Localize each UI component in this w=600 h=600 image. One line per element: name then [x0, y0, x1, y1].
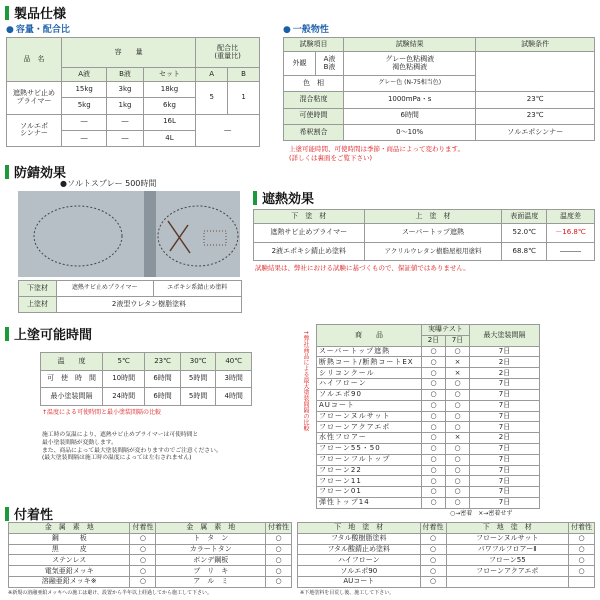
table-row: [298, 533, 595, 544]
table-cell: ○: [266, 566, 292, 577]
table-cell: 7日: [470, 443, 540, 454]
table-cell: ○: [420, 544, 446, 555]
substrate-note: ※下地塗料を目荒し後、施工して下さい。: [300, 590, 395, 596]
table-cell: スーパートップ遮熱: [317, 346, 422, 357]
recoat-table: 温 度 5℃ 23℃ 30℃ 40℃ 可 使 時 間 10時間 6時間 5時間 3時間 最小塗装間隔 24時間 6時間 5時間 4時間: [40, 352, 252, 406]
cap-h-name: 品 名: [7, 38, 62, 82]
table-cell: ○: [130, 566, 156, 577]
table-row: [9, 577, 292, 588]
table-cell: ×: [446, 357, 470, 368]
table-cell: 7日: [470, 465, 540, 476]
heat-table: 下 塗 材 上 塗 材 表面温度 温度差 遮熱サビ止めプライマー スーパートップ遮熱 52.0℃ －16.8℃ 2液エポキシ錆止め塗料 アクリルウレタン樹脂屋根用塗料 68.8℃ ―――: [253, 209, 595, 261]
recoat-red-note: ↑温度による可使時間と最小塗装間隔の比較: [42, 409, 162, 416]
table-row: [9, 544, 292, 555]
table-cell: ハイフローン: [298, 555, 421, 566]
table-cell: フローン11: [317, 476, 422, 487]
table-cell: ○: [569, 566, 595, 577]
table-cell: ア ル ミ: [156, 577, 266, 588]
table-cell: 水性フロアー: [317, 433, 422, 444]
table-cell: 7日: [470, 411, 540, 422]
table-cell: ○: [422, 487, 446, 498]
table-cell: ○: [446, 346, 470, 357]
table-cell: ○: [130, 555, 156, 566]
table-cell: ○: [422, 498, 446, 509]
table-cell: ○: [420, 533, 446, 544]
table-cell: ○: [446, 487, 470, 498]
table-cell: ○: [569, 533, 595, 544]
table-cell: ×: [446, 433, 470, 444]
table-cell: ○: [422, 433, 446, 444]
table-row: [317, 465, 540, 476]
table-cell: 7日: [470, 422, 540, 433]
table-cell: ○: [569, 544, 595, 555]
table-cell: ○: [266, 533, 292, 544]
table-cell: ○: [446, 454, 470, 465]
table-cell: ○: [422, 368, 446, 379]
table-cell: [446, 577, 568, 588]
table-cell: 弾性トップ14: [317, 498, 422, 509]
props-table: 試験項目 試験結果 試験条件 外観 A液 B液 グレー色粘稠液 褐色粘稠液 色 相 グレー色 (N-75相当色) 混合粘度 1000mPa・s 23℃ 可使時間 6時間 23℃ 希釈割合 0～10% ソルエポシンナー: [283, 37, 595, 141]
table-cell: ○: [266, 555, 292, 566]
table-cell: フローンフルトップ: [317, 454, 422, 465]
table-cell: ブ リ キ: [156, 566, 266, 577]
spec-title: 製品仕様: [5, 3, 66, 22]
capacity-table: 品 名 容 量 配合比 (重量比) A液 B液 セット A B 遮熱サビ止め プライマー 15kg 3kg 18kg 5 1 5kg 1kg 6kg ソルエポ シンナー ― ― 16L ― ― ― 4L: [6, 37, 260, 147]
rust-title: 防錆効果: [5, 162, 66, 181]
table-cell: ○: [420, 577, 446, 588]
table-cell: ○: [446, 379, 470, 390]
table-cell: フローンアクアエポ: [317, 422, 422, 433]
table-cell: ソルエポ90: [298, 566, 421, 577]
table-cell: フローンヌルサット: [317, 411, 422, 422]
table-row: [298, 555, 595, 566]
props-note: 上塗可能時間、可使時間は季節・商品によって変わります。 (詳しくは裏面をご覧下さい): [289, 145, 464, 162]
compat-table: 商 品 実曝テスト 最大塗装間隔 2日 7日 スーパートップ遮熱 ○ ○ 7日 断熱コート/断熱コートEX ○ × 2日 シリコンクール ○ × 2日 ハイフローン ○ ○ 7日 ソルエポ90 ○ ○ 7日 AUコート ○ ○ 7日 フローンヌルサット ○ ○ 7日 フローンアクアエポ ○ ○ 7日 水性フロアー ○ × 2日 フローン55・50 ○ ○ 7日 フローンフルトップ ○ ○ 7日 フローン22 ○ ○ 7日 フローン11 ○ ○ 7日 フローン01 ○ ○ 7日 弾性トップ14 ○ ○ 7日: [316, 324, 540, 509]
table-cell: ○: [422, 411, 446, 422]
table-cell: ○: [422, 454, 446, 465]
table-cell: 電気亜鉛メッキ: [9, 566, 130, 577]
table-cell: ボンデ鋼板: [156, 555, 266, 566]
table-cell: 7日: [470, 346, 540, 357]
table-cell: ○: [130, 533, 156, 544]
table-cell: ステンレス: [9, 555, 130, 566]
table-row: [317, 379, 540, 390]
table-row: [317, 443, 540, 454]
table-cell: フローン55・50: [317, 443, 422, 454]
table-row: [317, 400, 540, 411]
table-row: [317, 422, 540, 433]
table-cell: ×: [446, 368, 470, 379]
table-cell: ○: [266, 577, 292, 588]
table-cell: フタル酸樹脂塗料: [298, 533, 421, 544]
table-row: [317, 498, 540, 509]
table-cell: ○: [422, 389, 446, 400]
table-cell: フタル酸錆止め塗料: [298, 544, 421, 555]
table-cell: ○: [422, 346, 446, 357]
table-cell: 2日: [470, 368, 540, 379]
table-cell: 溶融亜鉛メッキ※: [9, 577, 130, 588]
adhesion-title: 付着性: [5, 504, 53, 523]
metal-table: 金 属 素 地 付着性 金 属 素 地 付着性 鋼 板 ○ ト タ ン ○ 黒 皮 ○ カラートタン ○ ステンレス ○ ボンデ鋼板 ○ 電気亜鉛メッキ ○ ブ リ キ ○ 溶融亜鉛メッキ※ ○ ア ル ミ ○: [8, 522, 292, 588]
table-cell: ○: [422, 443, 446, 454]
table-row: [317, 476, 540, 487]
table-row: [9, 533, 292, 544]
table-cell: 7日: [470, 498, 540, 509]
table-row: [298, 577, 595, 588]
table-row: [298, 566, 595, 577]
table-cell: ○: [422, 400, 446, 411]
table-cell: ○: [422, 357, 446, 368]
table-row: [317, 454, 540, 465]
table-cell: ○: [446, 443, 470, 454]
props-subtitle: ● 一般物性: [283, 22, 329, 35]
table-cell: 2日: [470, 433, 540, 444]
table-cell: ○: [569, 555, 595, 566]
table-cell: 7日: [470, 476, 540, 487]
capacity-subtitle: ● 容量・配合比: [6, 22, 70, 35]
compat-legend: ○→密着 ×→密着せず: [450, 510, 513, 517]
table-row: [317, 433, 540, 444]
table-cell: 7日: [470, 487, 540, 498]
table-cell: ○: [130, 577, 156, 588]
table-cell: ソルエポ90: [317, 389, 422, 400]
table-cell: 7日: [470, 400, 540, 411]
compat-vertical-note: ↑弊社商品による最大塗装間隔の比較: [302, 330, 309, 432]
table-cell: ○: [422, 476, 446, 487]
rust-legend-table: 下塗材 遮熱サビ止めプライマー エポキシ系錆止め塗料 上塗材 2液型ウレタン樹脂塗料: [18, 280, 242, 313]
table-cell: ○: [446, 498, 470, 509]
table-cell: ○: [130, 544, 156, 555]
table-cell: ○: [446, 422, 470, 433]
table-cell: ○: [446, 400, 470, 411]
table-cell: ト タ ン: [156, 533, 266, 544]
table-cell: パワフルフロアーⅡ: [446, 544, 568, 555]
table-cell: 断熱コート/断熱コートEX: [317, 357, 422, 368]
heat-note: 試験結果は、弊社における試験に基づくもので、保証値ではありません。: [255, 264, 470, 272]
table-cell: フローンヌルサット: [446, 533, 568, 544]
table-cell: 2日: [470, 357, 540, 368]
table-cell: [569, 577, 595, 588]
table-cell: シリコンクール: [317, 368, 422, 379]
recoat-title: 上塗可能時間: [5, 324, 92, 343]
metal-note: ※新規の溶融亜鉛メッキへの施工は避け、設置から半年以上経過してから施工して下さい。: [8, 590, 212, 596]
table-row: [9, 566, 292, 577]
table-cell: ○: [422, 422, 446, 433]
table-row: [298, 544, 595, 555]
table-cell: 黒 皮: [9, 544, 130, 555]
table-cell: 鋼 板: [9, 533, 130, 544]
table-row: [317, 357, 540, 368]
table-cell: 7日: [470, 379, 540, 390]
rust-caption: ●ソルトスプレー 500時間: [60, 179, 157, 188]
table-cell: ○: [446, 389, 470, 400]
table-cell: ハイフローン: [317, 379, 422, 390]
table-cell: AUコート: [298, 577, 421, 588]
table-cell: 7日: [470, 389, 540, 400]
table-row: [317, 487, 540, 498]
table-cell: ○: [446, 465, 470, 476]
table-cell: 7日: [470, 454, 540, 465]
recoat-note: 施工時の気温により、遮熱サビ止めプライマーは可使時間と 最小塗装間隔が変動します。 また、商品によって最大塗装間隔が変わりますのでご注意ください。 (最大塗装間隔は施工時の温度によっては左右されません): [42, 432, 222, 462]
heat-title: 遮熱効果: [253, 188, 314, 207]
table-row: [317, 389, 540, 400]
table-row: [317, 368, 540, 379]
table-row: [9, 555, 292, 566]
table-cell: フローンアクアエポ: [446, 566, 568, 577]
salt-spray-photo: [18, 191, 240, 277]
table-cell: ○: [422, 465, 446, 476]
table-cell: ○: [446, 476, 470, 487]
table-cell: ○: [422, 379, 446, 390]
table-cell: カラートタン: [156, 544, 266, 555]
table-cell: ○: [446, 411, 470, 422]
table-row: [317, 411, 540, 422]
table-row: [317, 346, 540, 357]
table-cell: フローン22: [317, 465, 422, 476]
table-cell: ○: [420, 555, 446, 566]
table-cell: ○: [420, 566, 446, 577]
substrate-table: 下 地 塗 材 付着性 下 地 塗 材 付着性 フタル酸樹脂塗料 ○ フローンヌルサット ○ フタル酸錆止め塗料 ○ パワフルフロアーⅡ ○ ハイフローン ○ フローン55 ○ ソルエポ90 ○ フローンアクアエポ ○ AUコート ○: [297, 522, 595, 588]
table-cell: AUコート: [317, 400, 422, 411]
table-cell: ○: [266, 544, 292, 555]
table-cell: フローン01: [317, 487, 422, 498]
table-cell: フローン55: [446, 555, 568, 566]
